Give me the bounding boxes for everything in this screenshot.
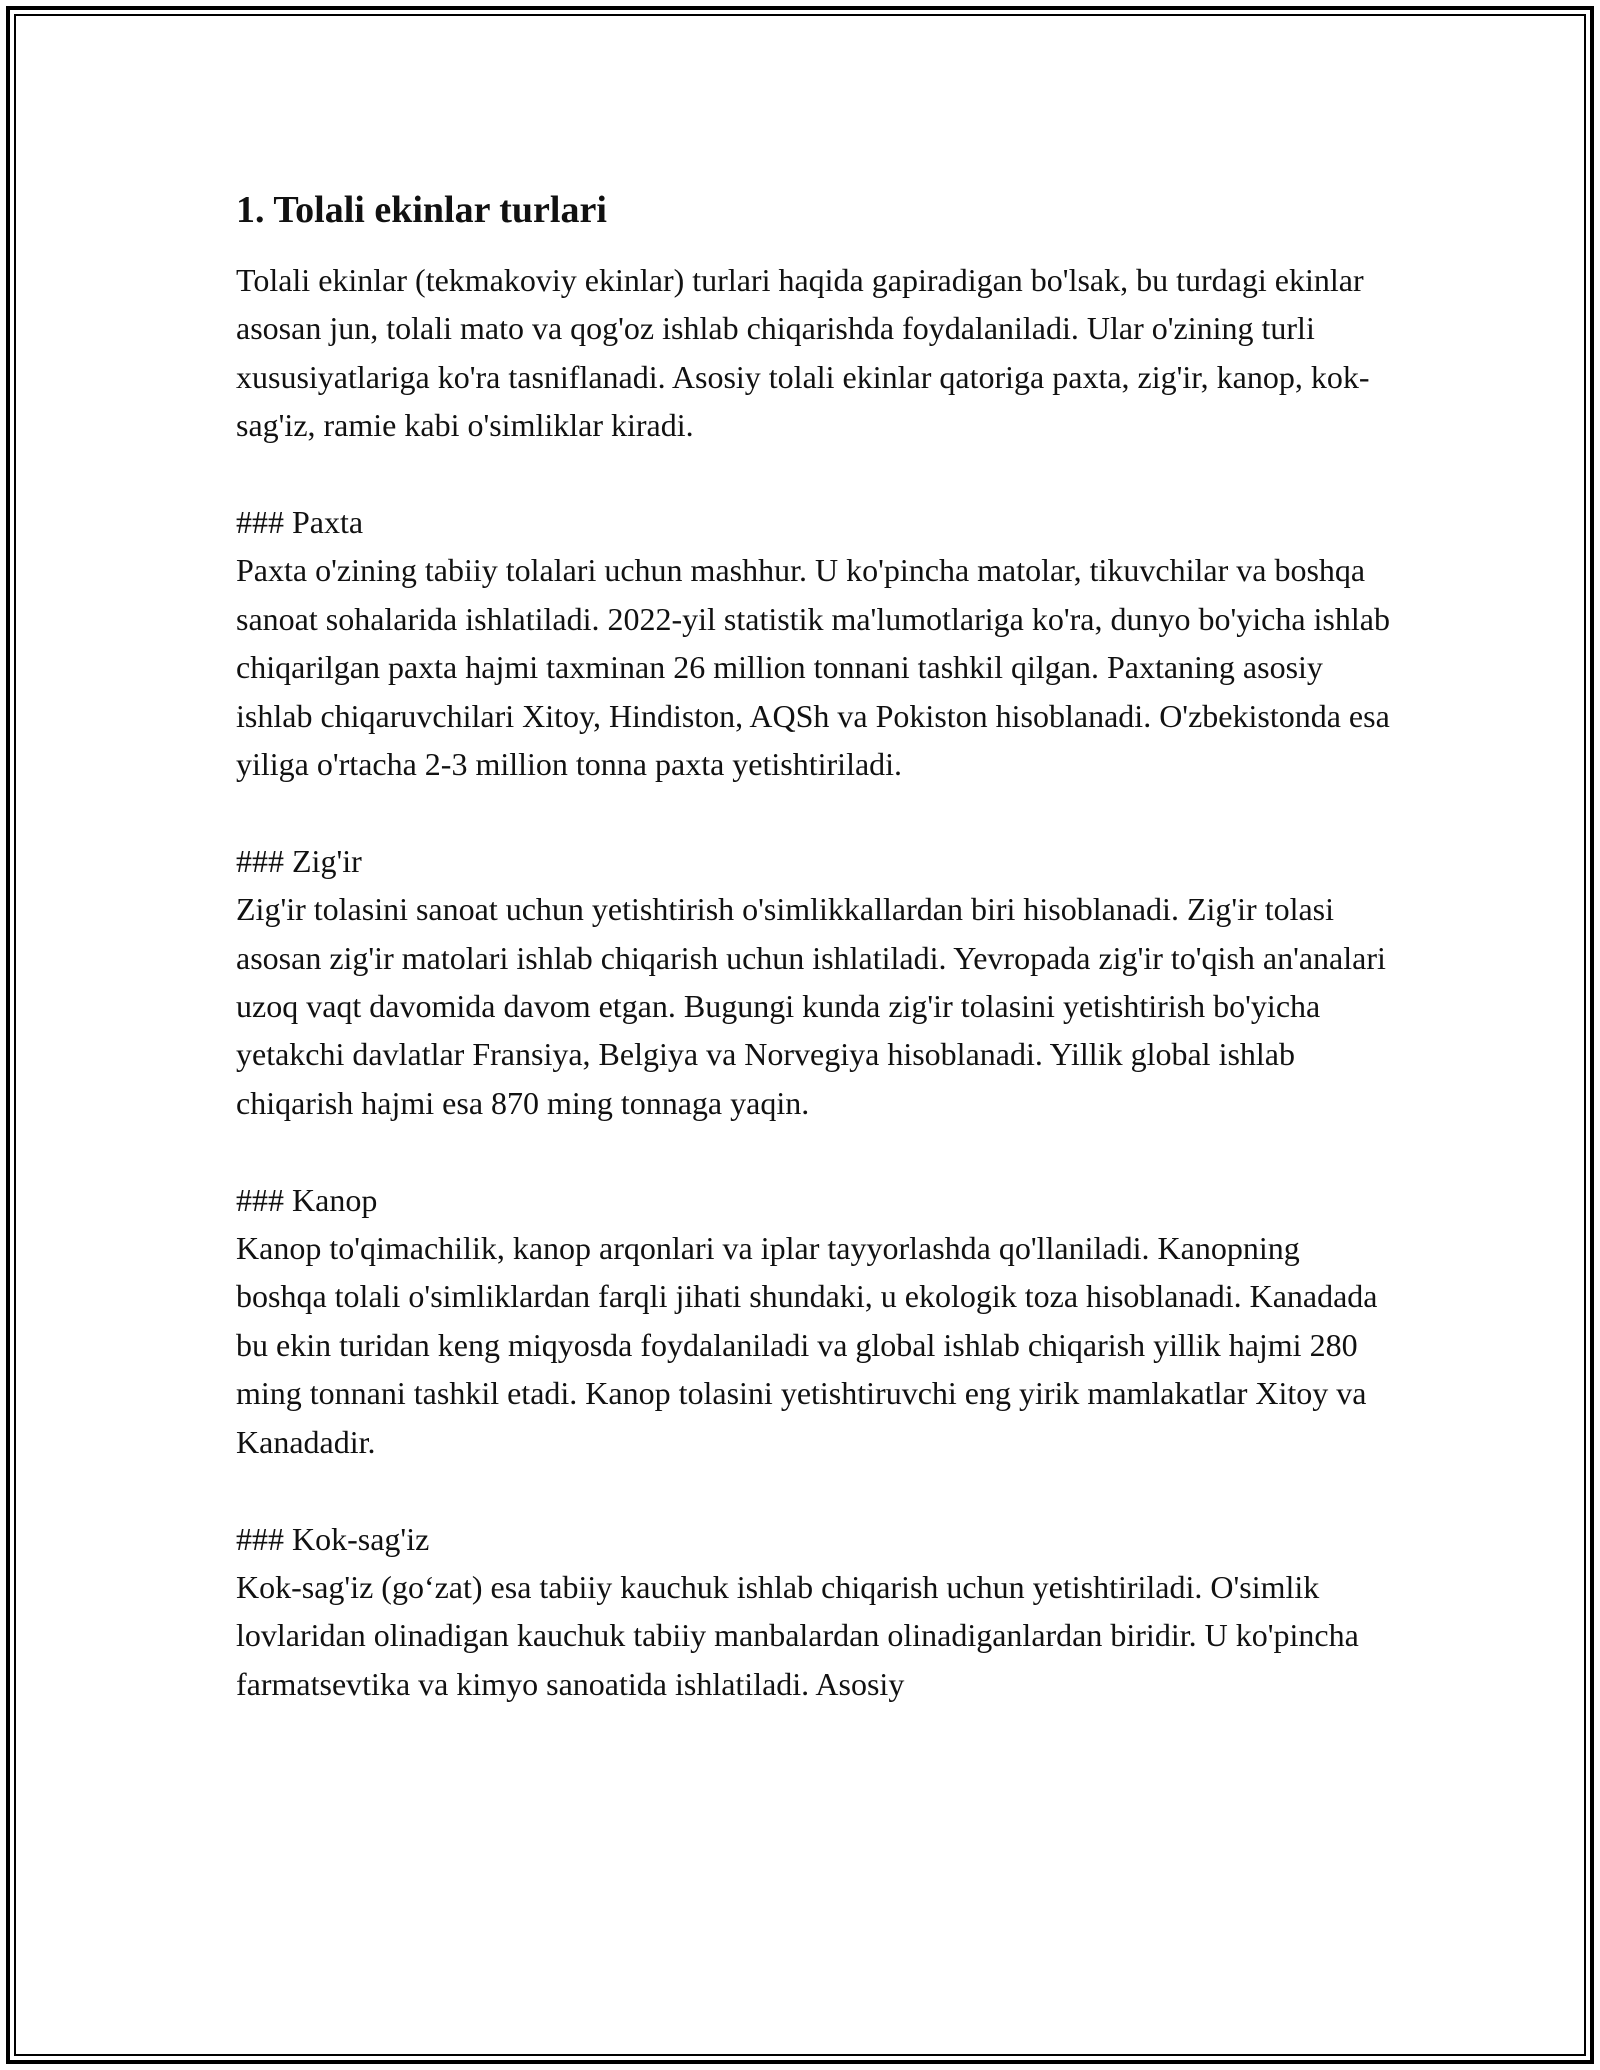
section-kanop [236,1176,1396,1466]
document-title: 1. Tolali ekinlar turlari [236,189,607,231]
section-heading: ### Paxta [236,504,364,541]
section-body: Kok-sag'iz (go‘zat) esa tabiiy kauchuk ishlab chiqarish uchun yetishtiriladi. O'simlik lovlaridan olinadigan kauchuk tabiiy manbalardan olinadiganlardan biridir. U ko'pincha farmatsevtika va kimyo sanoatida ishlatiladi. Asosiy [236,1568,1359,1702]
section-paxta [236,498,1396,788]
section-heading: ### Kok-sag'iz [236,1520,430,1557]
section-heading: ### Zig'ir [236,842,362,879]
section-body: Zig'ir tolasini sanoat uchun yetishtirish o'simlikkallardan biri hisoblanadi. Zig'ir tolasi asosan zig'ir matolari ishlab chiqarish uchun ishlatiladi. Yevropada zig'ir to'qish an'analari uzoq vaqt davomida davom etgan. Bugungi kunda zig'ir tolasini yetishtirish bo'yicha yetakchi davlatlar Fransiya, Belgiya va Norvegiya hisoblanadi. Yillik global ishlab chiqarish hajmi esa 870 ming tonnaga yaqin. [236,891,1386,1121]
section-kok-sagiz [236,1515,1396,1709]
section-zigir [236,837,1396,1127]
section-body: Paxta o'zining tabiiy tolalari uchun mashhur. U ko'pincha matolar, tikuvchilar va boshqa sanoat sohalarida ishlatiladi. 2022-yil statistik ma'lumotlariga ko'ra, dunyo bo'yicha ishlab chiqarilgan paxta hajmi taxminan 26 million tonnani tashkil qilgan. Paxtaning asosiy ishlab chiqaruvchilari Xitoy, Hindiston, AQSh va Pokiston hisoblanadi. O'zbekistonda esa yiliga o'rtacha 2-3 million tonna paxta yetishtiriladi. [236,552,1390,783]
intro-paragraph: Tolali ekinlar (tekmakoviy ekinlar) turlari haqida gapiradigan bo'lsak, bu turdagi ekinlar asosan jun, tolali mato va qog'oz ishlab chiqarishda foydalaniladi. Ular o'zining turli xususiyatlariga ko'ra tasniflanadi. Asosiy tolali ekinlar qatoriga paxta, zig'ir, kanop, kok-sag'iz, ramie kabi o'simliklar kiradi. [236,262,1370,444]
document-content [236,186,1396,1757]
section-body: Kanop to'qimachilik, kanop arqonlari va iplar tayyorlashda qo'llaniladi. Kanopning boshqa tolali o'simliklardan farqli jihati shundaki, u ekologik toza hisoblanadi. Kanadada bu ekin turidan keng miqyosda foydalaniladi va global ishlab chiqarish yillik hajmi 280 ming tonnani tashkil etadi. Kanop tolasini yetishtiruvchi eng yirik mamlakatlar Xitoy va Kanadadir. [236,1230,1378,1460]
section-heading: ### Kanop [236,1181,378,1218]
